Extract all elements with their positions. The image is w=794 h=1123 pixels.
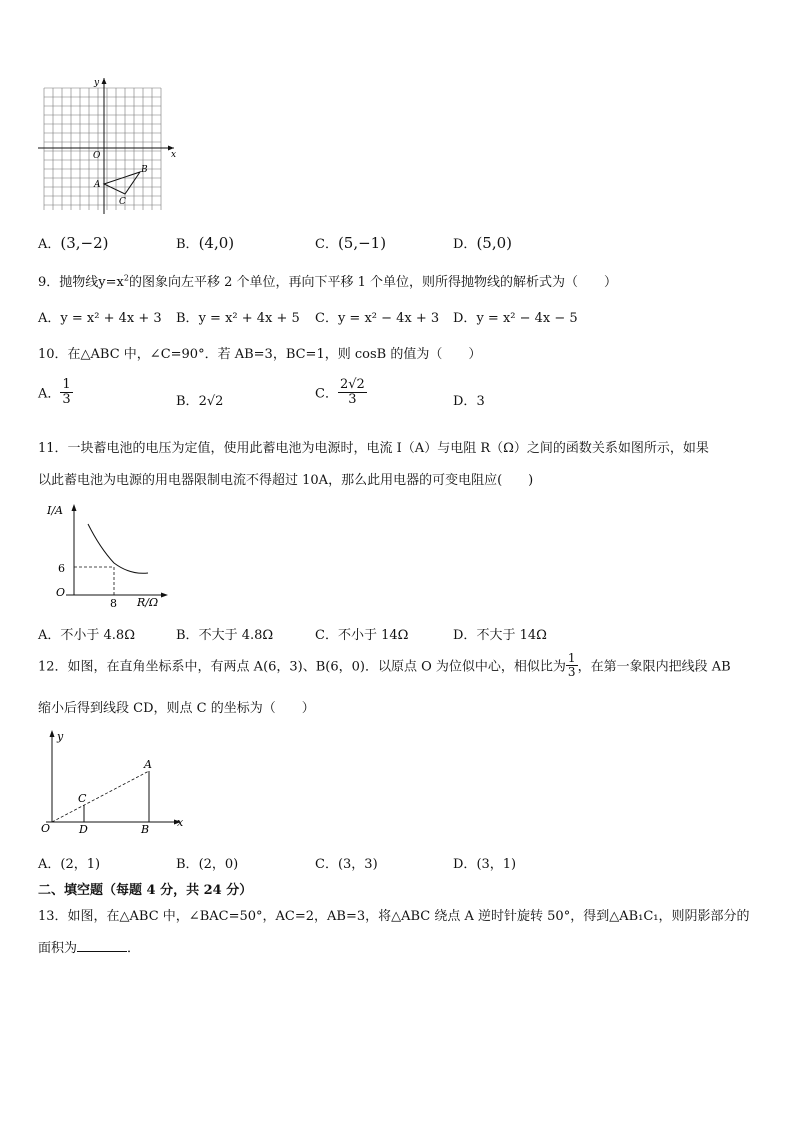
q10-option-d-letter: D． — [453, 394, 477, 409]
q12-option-b-letter: B． — [176, 857, 199, 872]
q11-option-d[interactable] — [453, 624, 547, 643]
q9-option-a-text: y = x² + 4x + 3 — [60, 311, 162, 326]
q9-option-d[interactable] — [453, 307, 578, 326]
q10-option-b-text: 2√2 — [198, 394, 224, 409]
q8-point-a-label: A — [94, 180, 101, 190]
q8-option-c-letter: C． — [315, 237, 338, 252]
q12-option-d-text: (3，1) — [476, 857, 517, 872]
q12-x-label: x — [177, 816, 184, 829]
q9-option-a-letter: A． — [38, 311, 61, 326]
q12-point-c-label: C — [78, 792, 87, 805]
q11-option-b-letter: B． — [176, 628, 199, 643]
q10-option-b[interactable] — [176, 390, 223, 409]
q12-stem-line1 — [38, 652, 731, 678]
q11-x-tick-8: 8 — [110, 597, 117, 610]
q10-option-c[interactable] — [315, 378, 367, 406]
q8-option-d-letter: D． — [453, 237, 477, 252]
q8-triangle-abc — [104, 172, 140, 194]
q9-option-d-text: y = x² − 4x − 5 — [476, 311, 578, 326]
q13-stem-before: 面积为 — [38, 941, 78, 956]
q12-ratio-num: 1 — [567, 651, 576, 665]
q12-option-c-text: (3，3) — [337, 857, 378, 872]
q12-y-label: y — [57, 730, 64, 743]
q11-option-b[interactable] — [176, 624, 273, 643]
q12-point-b-label: B — [141, 823, 150, 836]
q8-origin-label: O — [93, 151, 101, 161]
q10-option-a-den: 3 — [62, 391, 71, 407]
q11-option-a-text: 不小于 4.8Ω — [60, 628, 135, 643]
q9-option-c[interactable] — [315, 307, 439, 326]
q12-option-a-text: (2，1) — [60, 857, 101, 872]
q8-x-label: x — [171, 150, 177, 160]
q8-option-b-text: (4,0) — [198, 234, 235, 252]
q8-point-c-label: C — [119, 197, 126, 207]
q12-y-arrow — [50, 730, 55, 737]
q12-option-d-letter: D． — [453, 857, 477, 872]
q12-option-c[interactable] — [315, 853, 378, 872]
q11-option-b-text: 不大于 4.8Ω — [198, 628, 274, 643]
q10-option-a-fraction — [60, 378, 72, 406]
q10-option-c-num: 2√2 — [339, 377, 365, 392]
q9-stem-after: 的图象向左平移 2 个单位，再向下平移 1 个单位，则所得抛物线的解析式为（ ） — [128, 275, 618, 290]
q13-stem-line1: 13．如图，在△ABC 中，∠BAC=50°，AC=2，AB=3，将△ABC 绕点 A 逆时针旋转 50°，得到△AB₁C₁，则阴影部分的 — [38, 909, 750, 924]
q13-answer-blank[interactable] — [77, 939, 127, 952]
q12-option-c-letter: C． — [315, 857, 338, 872]
q9-stem — [38, 271, 617, 290]
q8-y-arrow — [102, 78, 107, 84]
q8-option-c-text: (5,−1) — [337, 234, 387, 252]
q8-grid-lines — [44, 88, 161, 210]
q9-option-c-text: y = x² − 4x + 3 — [337, 311, 440, 326]
q12-stem-after: ，在第一象限内把线段 AB — [577, 659, 731, 675]
q8-grid-figure — [36, 76, 181, 216]
q12-option-a[interactable] — [38, 853, 100, 872]
q8-option-b-letter: B． — [176, 237, 199, 252]
q11-y-tick-6: 6 — [58, 562, 65, 575]
q10-option-d-text: 3 — [476, 394, 485, 409]
q12-origin-label: O — [41, 822, 51, 835]
q11-option-a-letter: A． — [38, 628, 61, 643]
q11-option-a[interactable] — [38, 624, 135, 643]
q8-option-a-text: (3,−2) — [60, 234, 109, 252]
q10-option-b-letter: B． — [176, 394, 199, 409]
q11-option-c-letter: C． — [315, 628, 338, 643]
q11-option-c-text: 不小于 14Ω — [337, 628, 409, 643]
q10-option-a-letter: A． — [38, 386, 61, 402]
q10-option-a-num: 1 — [62, 377, 71, 392]
q12-point-d-label: D — [79, 823, 88, 836]
q9-option-b-letter: B． — [176, 311, 199, 326]
q9-option-c-letter: C． — [315, 311, 338, 326]
q10-option-a[interactable] — [38, 378, 73, 406]
q8-option-d[interactable] — [453, 233, 512, 252]
q8-option-d-text: (5,0) — [476, 234, 512, 252]
q12-ratio-fraction — [566, 652, 578, 678]
q11-x-label: R/Ω — [137, 596, 159, 609]
q9-stem-sup: 2 — [123, 273, 129, 283]
q9-option-d-letter: D． — [453, 311, 477, 326]
q10-option-c-letter: C． — [315, 386, 338, 402]
q11-y-arrow — [72, 504, 77, 511]
q9-stem-before: 9．抛物线y=x — [38, 275, 124, 290]
q10-option-d[interactable] — [453, 390, 485, 409]
q11-option-d-letter: D． — [453, 628, 477, 643]
q11-x-arrow — [161, 593, 168, 598]
q11-y-label: I/A — [47, 504, 63, 517]
q8-option-c[interactable] — [315, 233, 386, 252]
q11-current-resistance-graph — [38, 500, 173, 612]
q11-option-c[interactable] — [315, 624, 408, 643]
q11-origin-label: O — [56, 586, 66, 599]
q11-hyperbola-curve — [88, 524, 148, 573]
q12-option-a-letter: A． — [38, 857, 61, 872]
q8-y-label: y — [94, 78, 100, 88]
q8-option-a[interactable] — [38, 233, 109, 252]
q10-option-c-den: 3 — [348, 391, 357, 407]
q12-option-d[interactable] — [453, 853, 516, 872]
q8-point-b-label: B — [141, 165, 148, 175]
q9-option-b-text: y = x² + 4x + 5 — [198, 311, 300, 326]
q11-stem-line2: 以此蓄电池为电源的用电器限制电流不得超过 10A，那么此用电器的可变电阻应( ) — [38, 473, 534, 488]
q10-option-c-fraction — [338, 378, 367, 406]
q8-option-b[interactable] — [176, 233, 234, 252]
q12-stem-line2: 缩小后得到线段 CD，则点 C 的坐标为（ ） — [38, 701, 315, 716]
q9-option-b[interactable] — [176, 307, 300, 326]
q11-option-d-text: 不大于 14Ω — [476, 628, 547, 643]
q9-option-a[interactable] — [38, 307, 162, 326]
q12-option-b-text: (2，0) — [198, 857, 239, 872]
q11-stem-line1: 11．一块蓄电池的电压为定值，使用此蓄电池为电源时，电流 I（A）与电阻 R（Ω）之间的函数关系如图所示，如果 — [38, 441, 709, 456]
q10-stem: 10．在△ABC 中，∠C=90°．若 AB=3，BC=1，则 cosB 的值为（ ） — [38, 347, 482, 362]
q12-option-b[interactable] — [176, 853, 238, 872]
section-title-fill-in: 二、填空题（每题 4 分，共 24 分） — [38, 883, 253, 898]
q12-coordinate-figure — [38, 726, 190, 838]
q12-ratio-den: 3 — [567, 664, 576, 679]
q13-stem-line2 — [38, 937, 140, 956]
q12-stem-before: 12．如图，在直角坐标系中，有两点 A(6，3)、B(6，0)．以原点 O 为位似中心，相似比为 — [38, 659, 566, 675]
q12-dashed-oa — [52, 771, 149, 822]
q12-point-a-label: A — [144, 758, 152, 771]
q13-stem-after: ． — [127, 941, 141, 956]
q8-option-a-letter: A． — [38, 237, 61, 252]
